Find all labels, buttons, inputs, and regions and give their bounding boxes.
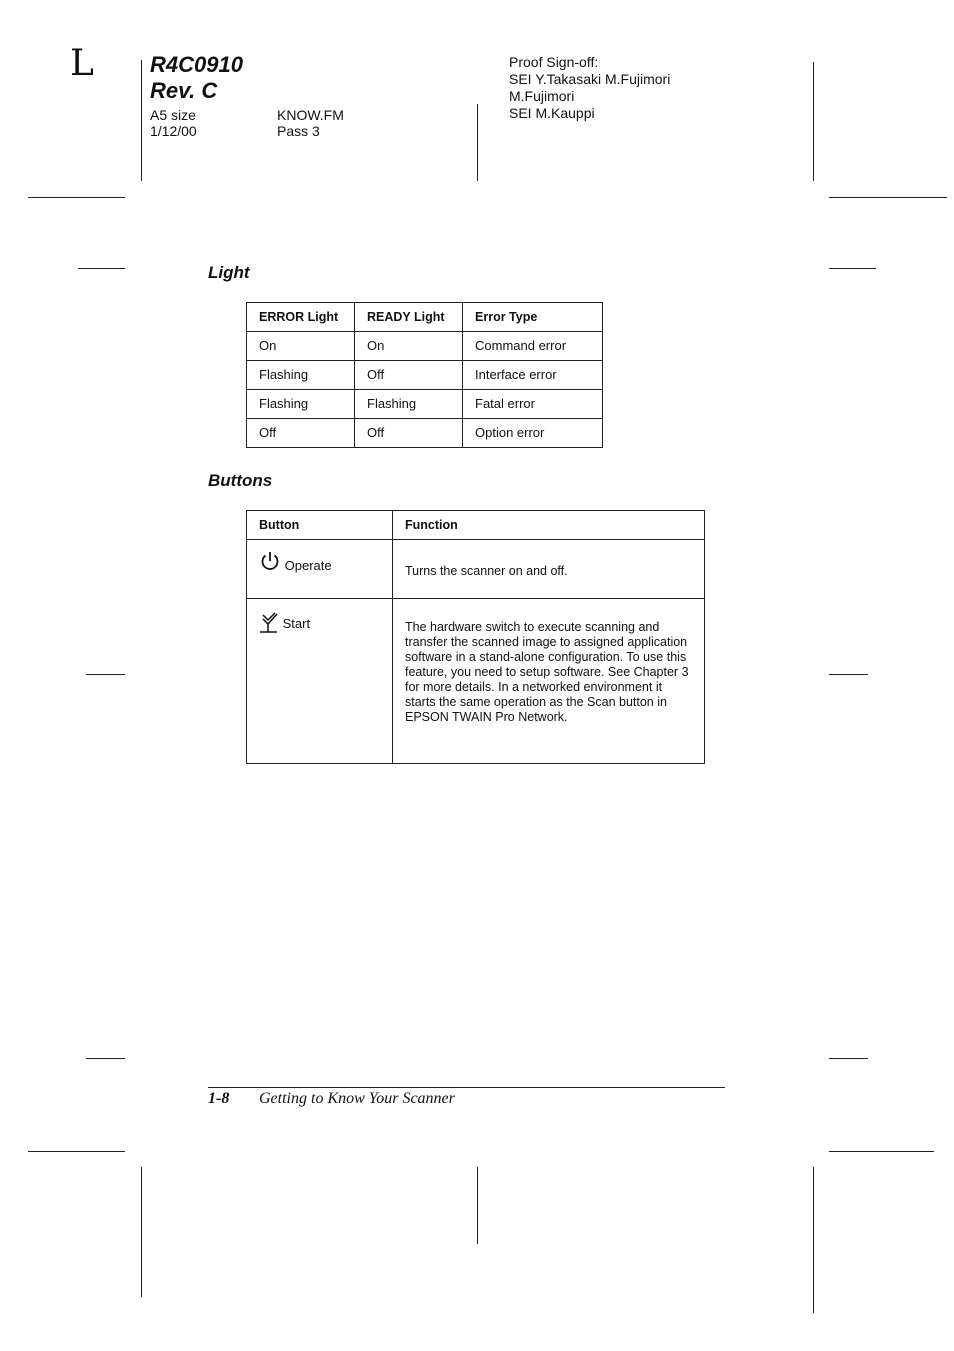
column-header: Button [247, 511, 393, 540]
proof-line: SEI M.Kauppi [509, 105, 595, 121]
page-number: 1-8 [208, 1090, 230, 1107]
crop-mark [829, 268, 876, 269]
table-cell: Flashing [355, 390, 463, 419]
table-cell: Off [355, 361, 463, 390]
crop-mark [78, 268, 125, 269]
table-cell: Off [247, 419, 355, 448]
crop-mark [829, 197, 947, 198]
pass-label: Pass 3 [277, 123, 320, 139]
crop-mark [829, 674, 868, 675]
crop-mark [829, 1058, 868, 1059]
revision: Rev. C [150, 78, 218, 103]
table-row [247, 332, 603, 361]
table-row [247, 540, 705, 599]
column-header: READY Light [355, 303, 463, 332]
table-row [247, 419, 603, 448]
light-section-title: Light [208, 263, 250, 282]
table-row [247, 361, 603, 390]
table-cell: Flashing [247, 361, 355, 390]
crop-mark [28, 1151, 125, 1152]
table-header-row [247, 511, 705, 540]
table-header-row [247, 303, 603, 332]
column-header: ERROR Light [247, 303, 355, 332]
start-icon [259, 612, 279, 637]
model-code: R4C0910 [150, 52, 243, 77]
table-cell: Option error [463, 419, 603, 448]
button-cell [247, 599, 393, 764]
button-cell [247, 540, 393, 599]
crop-mark [141, 1167, 142, 1297]
table-cell: Command error [463, 332, 603, 361]
crop-mark [28, 197, 125, 198]
column-header: Function [393, 511, 705, 540]
light-table [246, 302, 603, 448]
column-header: Error Type [463, 303, 603, 332]
button-label: Operate [284, 557, 332, 573]
proof-line: M.Fujimori [509, 88, 575, 104]
table-cell: On [355, 332, 463, 361]
footer-rule [208, 1087, 725, 1088]
crop-mark [813, 1167, 814, 1313]
power-icon [259, 550, 281, 575]
file-label: KNOW.FM [277, 107, 344, 123]
table-cell: Flashing [247, 390, 355, 419]
table-cell: Off [355, 419, 463, 448]
table-row [247, 390, 603, 419]
section-letter: L [70, 43, 94, 84]
table-cell: Fatal error [463, 390, 603, 419]
model-block [150, 52, 243, 104]
crop-mark [86, 1058, 125, 1059]
button-label: Start [282, 615, 311, 631]
crop-mark [829, 1151, 934, 1152]
chapter-title: Getting to Know Your Scanner [259, 1090, 455, 1107]
size-label: A5 size [150, 107, 196, 123]
table-cell: Interface error [463, 361, 603, 390]
crop-mark [813, 62, 814, 181]
table-cell: On [247, 332, 355, 361]
crop-mark [86, 674, 125, 675]
proof-line: Proof Sign-off: [509, 54, 599, 70]
date-label: 1/12/00 [150, 123, 197, 139]
proof-signoff [509, 54, 670, 122]
crop-mark [477, 104, 478, 181]
proof-line: SEI Y.Takasaki M.Fujimori [509, 71, 671, 87]
function-cell: The hardware switch to execute scanning and transfer the scanned image to assigned application software in a stand-alone configuration. To use this feature, you need to setup software. See Chapter 3 for more details. In a networked environment it starts the same operation as the Scan button in EPSON TWAIN Pro Network. [393, 599, 705, 764]
table-row [247, 599, 705, 764]
function-cell: Turns the scanner on and off. [393, 540, 705, 599]
crop-mark [477, 1167, 478, 1244]
crop-mark [141, 60, 142, 181]
buttons-table [246, 510, 705, 764]
buttons-section-title: Buttons [208, 471, 273, 490]
